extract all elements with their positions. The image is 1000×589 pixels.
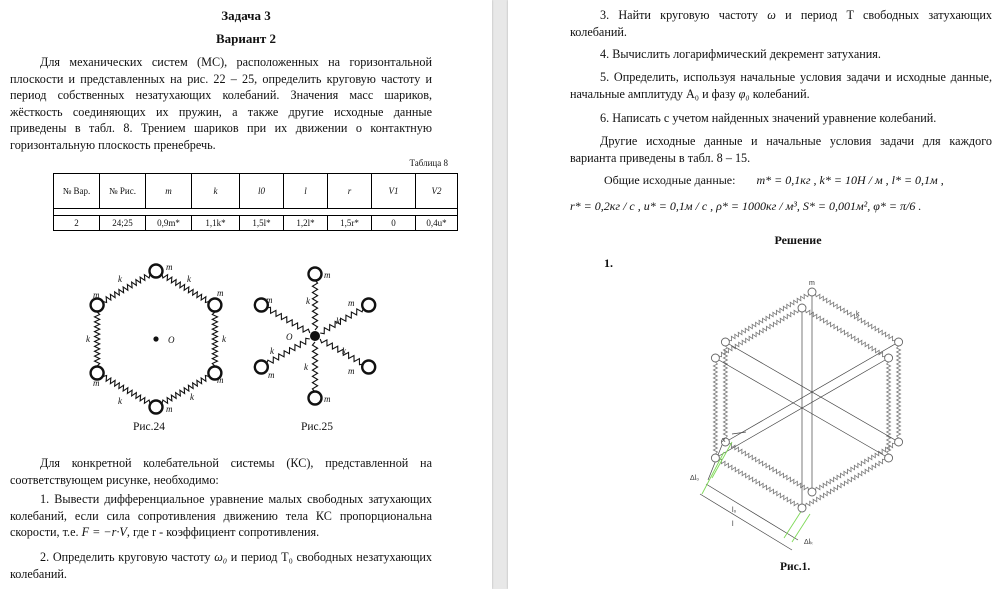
intro-paragraph: Для механических систем (МС), расположенных на горизонтальной плоскости и представленных на рис. 22 – 25, определить круговую частоту и период собственных незатухающих колебаний. Значения масс шариков, жёсткость соединяющих их пружин, а также другие исходные данные приведены в табл. 8. Трением шариков при их движении о контактную горизонтальную плоскость пренебречь. — [10, 55, 432, 152]
l0-label: l₀ — [732, 507, 737, 514]
solution-title: Решение — [774, 233, 822, 247]
document-page-left — [0, 0, 492, 589]
mass-label: m — [324, 270, 331, 280]
spring-coil — [312, 280, 317, 330]
table-header-cell: № Вар. — [54, 174, 100, 209]
spring-coil — [805, 459, 885, 506]
delta-lk-label: Δlₖ — [804, 539, 814, 546]
spring-coil — [162, 375, 209, 403]
figure-24-caption: Рис.24 — [133, 421, 166, 433]
table-header-cell: l0 — [240, 174, 284, 209]
spring-label: k — [856, 311, 860, 318]
mass-ball — [885, 454, 893, 462]
spring-label: k — [306, 296, 310, 306]
mass-ball — [309, 268, 322, 281]
table-cell: 0 — [372, 216, 416, 231]
spring-coil — [95, 312, 100, 366]
mass-ball — [798, 504, 806, 512]
problem-title: Задача 3 — [221, 8, 271, 23]
spring-coil — [103, 375, 150, 403]
spring-label: k — [187, 274, 191, 284]
data-table — [53, 173, 458, 231]
spring-coil — [897, 346, 901, 438]
mass-label: m — [93, 290, 100, 300]
spring-coil — [320, 308, 363, 334]
figure-25 — [250, 262, 380, 406]
table-cell: 1,5r* — [328, 216, 372, 231]
mass-label: m — [266, 295, 273, 305]
l-label: l — [732, 521, 734, 528]
mass-label: m — [268, 370, 275, 380]
table-header-cell: № Рис. — [100, 174, 146, 209]
spring-coil — [805, 310, 885, 357]
center-hub — [310, 331, 320, 341]
mass-label: m — [324, 394, 331, 404]
mass-ball — [895, 338, 903, 346]
mass-ball — [150, 401, 163, 414]
table-cell: 0,4u* — [416, 216, 458, 231]
mass-label: m — [217, 375, 224, 385]
spring-coil — [815, 443, 895, 490]
center-label: O — [286, 332, 293, 342]
figure-1 — [688, 272, 928, 554]
table-cell: 24;25 — [100, 216, 146, 231]
spring-label: k — [336, 316, 340, 326]
spring-coil — [267, 307, 310, 333]
table-header-cell: k — [192, 174, 240, 209]
spring-label: k — [270, 346, 274, 356]
green-guide — [784, 510, 802, 538]
spring-coil — [212, 312, 217, 366]
mass-ball — [721, 338, 729, 346]
other-data-paragraph: Другие исходные данные и начальные условия задачи для каждого варианта приведены в табл. 8 – 15. — [570, 134, 992, 165]
mass-label: m — [217, 288, 224, 298]
spring-coil — [713, 362, 717, 454]
mass-ball — [208, 299, 221, 312]
mass-ball — [91, 299, 104, 312]
mass-ball — [255, 361, 268, 374]
task-item-2: 2. Определить круговую частоту ω₀ и период T₀ свободных незатухающих колебаний. — [10, 550, 433, 581]
spring-label: k — [342, 346, 346, 356]
table-cell: 1,5l* — [240, 216, 284, 231]
displacement-label: x — [722, 437, 726, 444]
mass-ball — [808, 488, 816, 496]
mass-label: m — [166, 262, 173, 272]
mass-ball — [885, 354, 893, 362]
spring-label: k — [118, 274, 122, 284]
guide-line — [700, 494, 792, 550]
ks-intro-paragraph: Для конкретной колебательной системы (КС), представленной на соответствующем рисунке, необходимо: — [10, 456, 432, 487]
delta-l0-label: Δl₀ — [690, 475, 700, 482]
mass-ball — [309, 392, 322, 405]
resistance-formula: F = −r·V — [81, 525, 127, 540]
table-cell: 1,1k* — [192, 216, 240, 231]
spring-coil — [719, 310, 799, 357]
general-data-line-1: Общие исходные данные: m* = 0,1кг , k* = 10Н / м , l* = 0,1м , — [604, 173, 944, 187]
spring-label: k — [222, 334, 226, 344]
table-header-cell: V2 — [416, 174, 458, 209]
spring-label: k — [190, 392, 194, 402]
document-page-right — [508, 0, 1000, 589]
table-header-cell: V1 — [372, 174, 416, 209]
figure-25-caption: Рис.25 — [301, 421, 334, 433]
mass-ball — [150, 265, 163, 278]
mass-ball — [362, 361, 375, 374]
spring-coil — [162, 275, 209, 303]
spring-coil — [729, 443, 809, 490]
green-guide — [792, 514, 810, 542]
spring-coil — [312, 342, 317, 392]
task-item-1: 1. Вывести дифференциальное уравнение малых свободных затухающих колебаний, если сила сопротивления движению тела КС пропорциональна скорости, т.е. F = −r·V, где r - коэффициент сопротивления. — [10, 492, 432, 540]
mass-ball — [362, 299, 375, 312]
guide-line — [732, 432, 746, 434]
spring-coil — [103, 275, 150, 303]
table-header-row — [54, 174, 458, 209]
table-header-cell: l — [284, 174, 328, 209]
center-point — [153, 336, 158, 341]
figure-1-caption: Рис.1. — [780, 561, 811, 573]
table-row — [54, 216, 458, 231]
variant-title: Вариант 2 — [215, 31, 277, 46]
spring-coil — [887, 362, 891, 454]
mass-ball — [895, 438, 903, 446]
mass-ball — [711, 454, 719, 462]
mass-ball — [808, 288, 816, 296]
spring-coil — [729, 294, 809, 341]
task-item-3: 3. Найти круговую частоту ω и период T свободных затухающих колебаний. — [570, 8, 992, 39]
table-caption: Таблица 8 — [409, 158, 448, 168]
spring-label: k — [304, 362, 308, 372]
mass-label: m — [166, 404, 173, 414]
solution-step-number: 1. — [604, 256, 613, 270]
mass-ball — [798, 304, 806, 312]
guide-line — [706, 484, 798, 540]
mass-label: m — [93, 378, 100, 388]
center-label: O — [168, 335, 175, 345]
mass-label: m — [348, 366, 355, 376]
mass-label: m — [348, 298, 355, 308]
task-item-5: 5. Определить, используя начальные условия задачи и исходные данные, начальные амплитуду A₀ и фазу φ₀ колебаний. — [570, 70, 992, 101]
task-item-4: 4. Вычислить логарифмический декремент затухания. — [600, 47, 881, 61]
table-cell: 0,9m* — [146, 216, 192, 231]
mass-label: m — [809, 280, 815, 287]
spring-label: k — [118, 396, 122, 406]
table-cell: 1,2l* — [284, 216, 328, 231]
table-cell: 2 — [54, 216, 100, 231]
figure-24 — [80, 258, 240, 420]
table-header-cell: m — [146, 174, 192, 209]
table-header-cell: r — [328, 174, 372, 209]
mass-ball — [711, 354, 719, 362]
spring-coil — [723, 346, 727, 438]
spring-label: k — [86, 334, 90, 344]
task-item-6: 6. Написать с учетом найденных значений уравнение колебаний. — [600, 111, 937, 125]
general-data-line-2: r* = 0,2кг / с , u* = 0,1м / с , ρ* = 1000кг / м³, S* = 0,001м², φ* = π/6 . — [570, 199, 922, 213]
